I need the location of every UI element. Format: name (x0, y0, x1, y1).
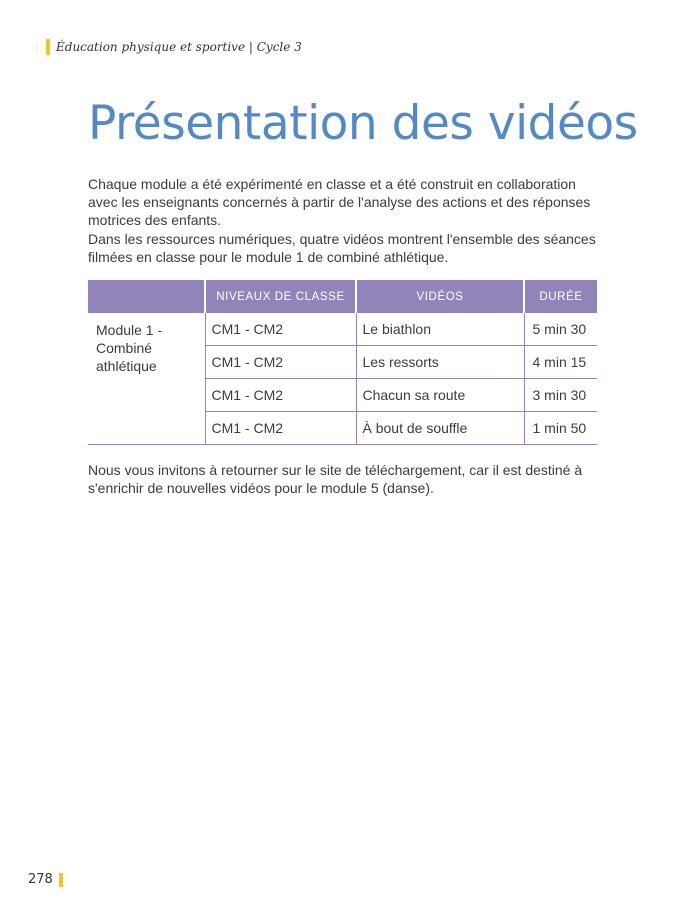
running-header (46, 38, 302, 55)
video-cell: Les ressorts (356, 346, 524, 379)
niveau-cell: CM1 - CM2 (205, 379, 356, 412)
video-cell: Chacun sa route (356, 379, 524, 412)
module-cell: Module 1 - Combiné athlétique (88, 313, 205, 445)
niveau-cell: CM1 - CM2 (205, 346, 356, 379)
duree-cell: 4 min 15 (524, 346, 597, 379)
niveau-cell: CM1 - CM2 (205, 412, 356, 445)
page-title: Présentation des vidéos (88, 96, 638, 151)
duree-cell: 1 min 50 (524, 412, 597, 445)
intro-paragraph-1: Chaque module a été expérimenté en classe et a été construit en collaboration avec les enseignants concernés à partir de l'analyse des actions et des réponses motrices des enfants. (88, 176, 591, 228)
video-cell: À bout de souffle (356, 412, 524, 445)
page-footer (28, 872, 63, 887)
page-number: 278 (28, 872, 53, 887)
duree-cell: 5 min 30 (524, 313, 597, 346)
table-row (88, 313, 597, 346)
outro-text: Nous vous invitons à retourner sur le site de téléchargement, car il est destiné à s'enrichir de nouvelles vidéos pour le module 5 (danse). (88, 462, 583, 496)
video-table (88, 280, 597, 445)
header-cell-module (88, 280, 205, 313)
intro-text (88, 175, 608, 267)
footer-accent-bar (59, 873, 63, 887)
video-cell: Le biathlon (356, 313, 524, 346)
intro-paragraph-2: Dans les ressources numériques, quatre vidéos montrent l'ensemble des séances filmées en classe pour le module 1 de combiné athlétique. (88, 231, 596, 265)
header-cell-niveaux: NIVEAUX DE CLASSE (205, 280, 356, 313)
running-title: Éducation physique et sportive | Cycle 3 (56, 39, 302, 54)
header-cell-videos: VIDÉOS (356, 280, 524, 313)
duree-cell: 3 min 30 (524, 379, 597, 412)
niveau-cell: CM1 - CM2 (205, 313, 356, 346)
table-header-row (88, 280, 597, 313)
header-accent-bar (46, 39, 50, 55)
header-cell-duree: DURÉE (524, 280, 597, 313)
